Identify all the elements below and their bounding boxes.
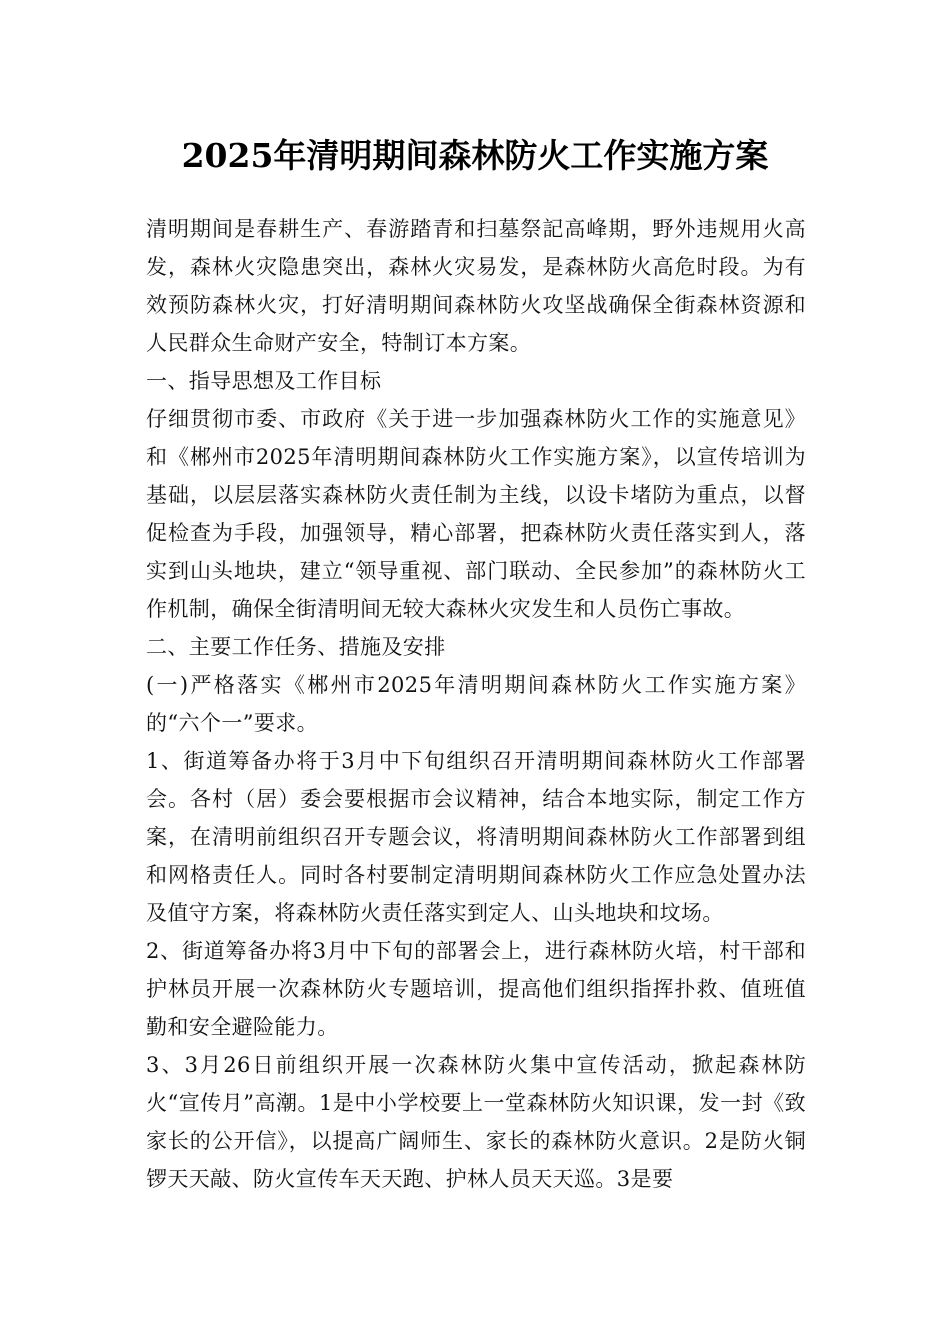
paragraph-intro: 清明期间是春耕生产、春游踏青和扫墓祭記高峰期，野外违规用火高发，森林火灾隐患突出，森林火灾易发，是森林防火高危时段。为有效预防森林火灾，打好清明期间森林防火攻坚战确保全街森林资源和人民群众生命财产安全，特制订本方案。 [146, 217, 806, 355]
subheading-six-ones: (一)严格落实《郴州市2025年清明期间森林防火工作实施方案》的“六个一”要求。 [146, 673, 806, 735]
paragraph-item-2: 2、街道筹备办将3月中下旬的部署会上，进行森林防火培，村干部和护林员开展一次森林防火专题培训，提高他们组织指挥扑救、值班值勤和安全避险能力。 [146, 939, 806, 1039]
heading-main-tasks: 二、主要工作任务、措施及安排 [146, 635, 446, 659]
document-body [146, 210, 806, 1198]
heading-guiding-ideology: 一、指导思想及工作目标 [146, 369, 382, 393]
paragraph-item-1: 1、街道筹备办将于3月中下旬组织召开清明期间森林防火工作部署会。各村（居）委会要根据市会议精神，结合本地实际，制定工作方案，在清明前组织召开专题会议，将清明期间森林防火工作部署到组和网格责任人。同时各村要制定清明期间森林防火工作应急处置办法及值守方案，将森林防火责任落实到定人、山头地块和坟场。 [146, 749, 806, 925]
document-title: 2025年清明期间森林防火工作实施方案 [181, 136, 769, 175]
paragraph-item-3: 3、3月26日前组织开展一次森林防火集中宣传活动，掀起森林防火“宣传月”高潮。1是中小学校要上一堂森林防火知识课，发一封《致家长的公开信》，以提高广阔师生、家长的森林防火意识。2是防火铜锣天天敲、防火宣传车天天跑、护林人员天天巡。3是要 [146, 1053, 806, 1191]
paragraph-guiding-ideology: 仔细贯彻市委、市政府《关于进一步加强森林防火工作的实施意见》和《郴州市2025年清明期间森林防火工作实施方案》，以宣传培训为基础，以层层落实森林防火责任制为主线，以设卡堵防为重点，以督促检查为手段，加强领导，精心部署，把森林防火责任落实到人，落实到山头地块，建立“领导重视、部门联动、全民参加”的森林防火工作机制，确保全街清明间无较大森林火灾发生和人员伤亡事故。 [146, 407, 806, 621]
